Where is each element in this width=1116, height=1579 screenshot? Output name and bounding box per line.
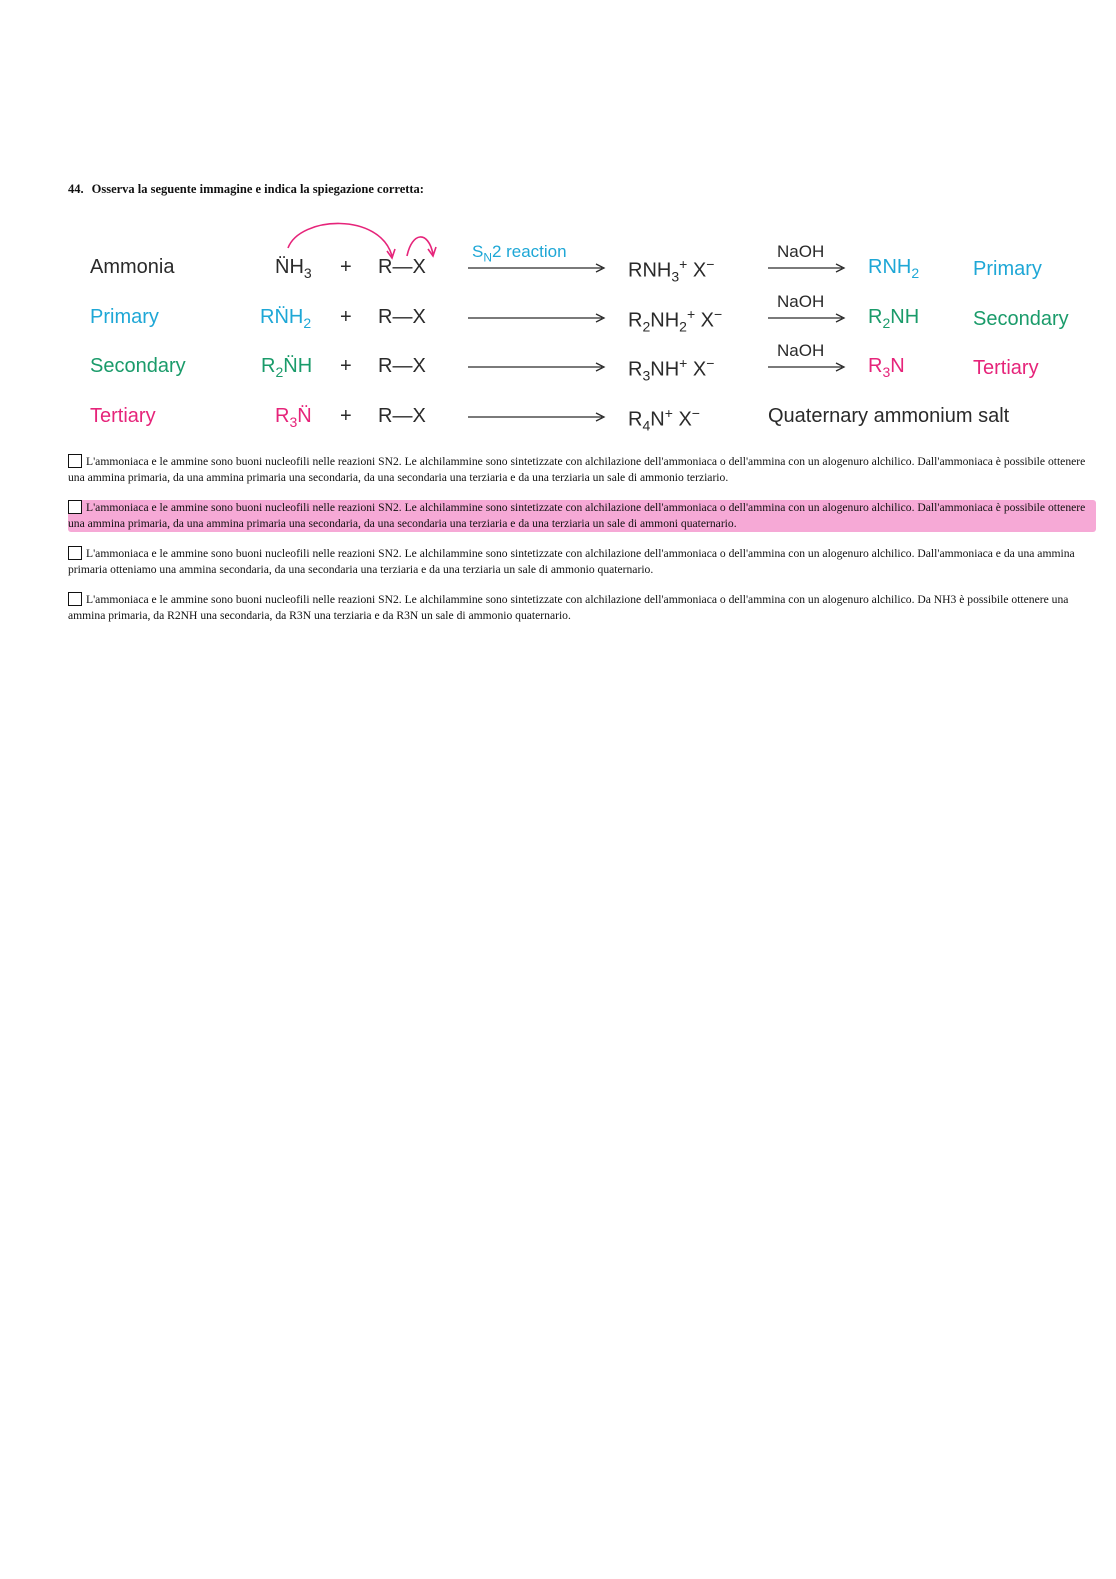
reagent-rx: R—X — [378, 256, 426, 278]
plus-sign: + — [340, 306, 352, 328]
option-text: L'ammoniaca e le ammine sono buoni nucleofili nelle reazioni SN2. Le alchilammine sono sintetizzate con alchilazione dell'ammoniaca o dell'ammina con un alogenuro alchilico. Dall'ammoniaca è possibile ottenere una ammina primaria, da una ammina primaria una secondaria, da una secondaria una terziaria e da una terziaria un sale di ammonio terziario. — [68, 455, 1086, 484]
reaction-arrow — [468, 262, 608, 274]
product-class-3: Tertiary — [973, 357, 1039, 379]
base-arrow — [768, 361, 848, 373]
question-number: 44. — [68, 182, 84, 196]
product-class-2: Secondary — [973, 308, 1069, 330]
reaction-arrow — [468, 361, 608, 373]
checkbox[interactable] — [68, 546, 82, 560]
base-label-2: NaOH — [777, 292, 825, 311]
option-text: L'ammoniaca e le ammine sono buoni nucleofili nelle reazioni SN2. Le alchilammine sono sintetizzate con alchilazione dell'ammoniaca o dell'ammina con un alogenuro alchilico. Dall'ammoniaca è possibile ottenere una ammina primaria, da una ammina primaria una secondaria, da una secondaria una terziaria e da una terziaria un sale di ammoni quaternario. — [68, 501, 1086, 530]
product-1: $RNH_2$ — [868, 256, 920, 281]
intermediate-4: $R_4N^+$ X− — [628, 405, 700, 434]
intermediate-1: $RNH_3^+$ X− — [628, 256, 715, 285]
checkbox[interactable] — [68, 454, 82, 468]
answer-option-3[interactable] — [68, 546, 1096, 578]
product-3: $R_3N$ — [868, 355, 905, 380]
base-arrow — [768, 262, 848, 274]
answer-option-1[interactable] — [68, 454, 1096, 486]
reactant-rnh2: $RN̈H_2$ — [260, 306, 312, 331]
answer-options — [68, 454, 1096, 638]
intermediate-3: $R_3NH^+$ X− — [628, 355, 715, 384]
checkbox[interactable] — [68, 500, 82, 514]
plus-sign: + — [340, 256, 352, 278]
reagent-rx: R—X — [378, 405, 426, 427]
checkbox[interactable] — [68, 592, 82, 606]
answer-option-4[interactable] — [68, 592, 1096, 624]
product-4: Quaternary ammonium salt — [768, 405, 1010, 427]
row-label-primary: Primary — [90, 306, 159, 328]
base-arrow — [768, 312, 848, 324]
question-text: Osserva la seguente immagine e indica la spiegazione corretta: — [91, 182, 424, 196]
product-class-1: Primary — [973, 258, 1042, 280]
product-2: $R_2NH$ — [868, 306, 920, 331]
base-label-3: NaOH — [777, 341, 825, 360]
reagent-rx: R—X — [378, 306, 426, 328]
row-label-tertiary: Tertiary — [90, 405, 156, 427]
option-text: L'ammoniaca e le ammine sono buoni nucleofili nelle reazioni SN2. Le alchilammine sono sintetizzate con alchilazione dell'ammoniaca o dell'ammina con un alogenuro alchilico. Dall'ammoniaca e da una ammina primaria otteniamo una ammina secondaria, da una secondaria una terziaria e da una terziaria un sale di ammonio quaternario. — [68, 547, 1075, 576]
row-label-ammonia: Ammonia — [90, 256, 175, 278]
reactant-r2nh: $R_2N̈H$ — [261, 355, 313, 380]
reactant-r3n: $R_3N̈$ — [275, 405, 312, 430]
answer-option-2[interactable] — [68, 500, 1096, 532]
reaction-figure — [80, 222, 1100, 442]
reagent-rx: R—X — [378, 355, 426, 377]
plus-sign: + — [340, 405, 352, 427]
intermediate-2: $R_2NH_2^+$ X− — [628, 306, 723, 335]
reaction-arrow — [468, 312, 608, 324]
plus-sign: + — [340, 355, 352, 377]
question-heading — [68, 182, 424, 197]
base-label-1: NaOH — [777, 242, 825, 261]
reaction-arrow — [468, 411, 608, 423]
reactant-nh3: $N̈H_3$ — [275, 256, 312, 281]
option-text: L'ammoniaca e le ammine sono buoni nucleofili nelle reazioni SN2. Le alchilammine sono sintetizzate con alchilazione dell'ammoniaca o dell'ammina con un alogenuro alchilico. Da NH3 è possibile ottenere una ammina primaria, da R2NH una secondaria, da R3N una terziaria e da R3N un sale di ammonio quaternario. — [68, 593, 1069, 622]
sn2-label: $S_N2$ reaction — [472, 242, 567, 265]
row-label-secondary: Secondary — [90, 355, 186, 377]
